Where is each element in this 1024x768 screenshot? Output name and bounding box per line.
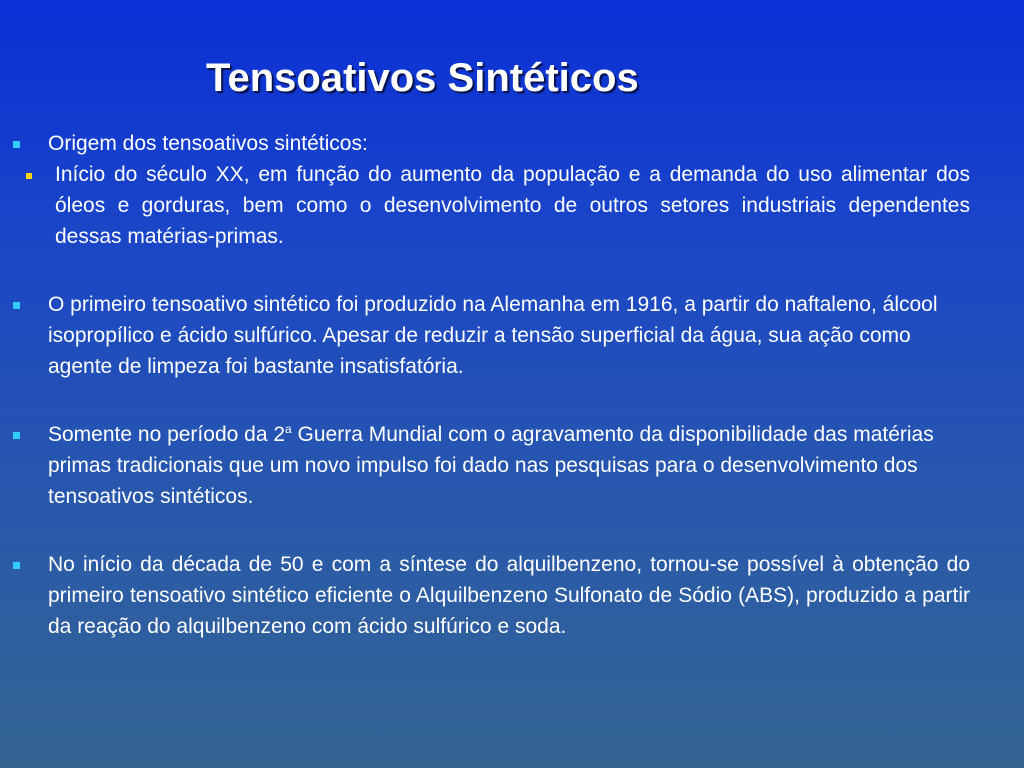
square-bullet-icon [13, 141, 20, 148]
bullet-text-part: Somente no período da 2 [48, 423, 286, 446]
square-bullet-icon [13, 302, 20, 309]
square-sub-bullet-icon [26, 173, 32, 179]
bullet-item-origin [10, 128, 970, 159]
bullet-text-part: Guerra Mundial com o agravamento da disponibilidade das matérias primas tradicionais que um novo impulso foi dado nas pesquisas para o desenvolvimento dos tensoativos sintéticos. [48, 423, 934, 508]
bullet-text: Origem dos tensoativos sintéticos: [48, 132, 368, 155]
bullet-item-first-synthetic [10, 289, 970, 382]
slide-content [10, 128, 970, 642]
ordinal-superscript: a [285, 422, 292, 436]
bullet-item-world-war [10, 419, 970, 512]
bullet-item-abs [10, 549, 970, 642]
square-bullet-icon [13, 562, 20, 569]
square-bullet-icon [13, 432, 20, 439]
bullet-text: O primeiro tensoativo sintético foi produzido na Alemanha em 1916, a partir do naftaleno, álcool isopropílico e ácido sulfúrico. Apesar de reduzir a tensão superficial da água, sua ação como agente de limpeza foi bastante insatisfatória. [48, 293, 938, 378]
bullet-text: No início da década de 50 e com a síntese do alquilbenzeno, tornou-se possível à obtenção do primeiro tensoativo sintético eficiente o Alquilbenzeno Sulfonato de Sódio (ABS), produzido a partir da reação do alquilbenzeno com ácido sulfúrico e soda. [48, 553, 970, 638]
slide-title: Tensoativos Sintéticos [206, 56, 639, 100]
sub-bullet-item [10, 159, 970, 252]
bullet-text [48, 419, 970, 512]
sub-bullet-text: Início do século XX, em função do aumento da população e a demanda do uso alimentar dos óleos e gorduras, bem como o desenvolvimento de outros setores industriais dependentes dessas matérias-primas. [55, 163, 970, 248]
